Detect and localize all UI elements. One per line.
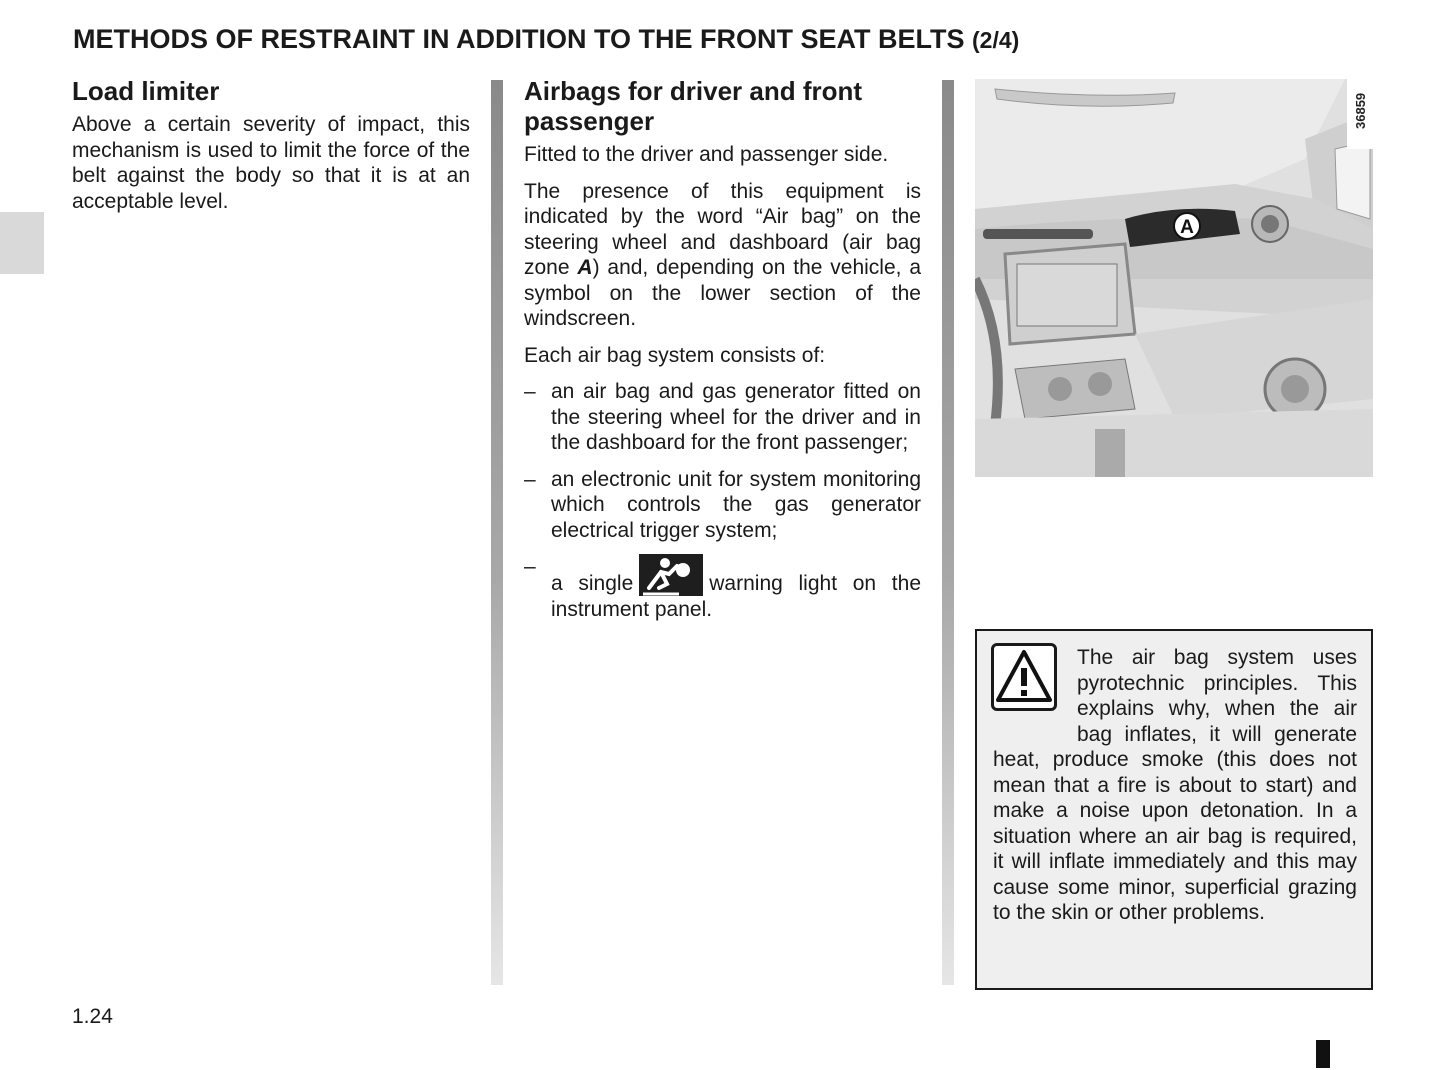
airbags-consists-text: Each air bag system consists of:	[524, 343, 826, 367]
load-limiter-heading: Load limiter	[72, 76, 220, 106]
load-limiter-section	[72, 76, 470, 214]
list-item-text: a single	[551, 572, 634, 595]
airbag-components-list	[524, 379, 921, 622]
presence-text-b: ) and, depending on the vehicle, a symbol on the lower section of the windscreen.	[524, 256, 922, 330]
presence-text-a: The presence of this equipment is indicated by the word “Air bag” on the steering wheel and dashboard (air bag zone	[524, 179, 921, 279]
airbags-fitted-text: Fitted to the driver and passenger side.	[524, 143, 889, 166]
page-number: 1.24	[72, 1005, 113, 1028]
zone-a-label: A	[1180, 217, 1194, 238]
title-text: METHODS OF RESTRAINT IN ADDITION TO THE FRONT SEAT BELTS	[73, 24, 965, 54]
warning-triangle-icon	[991, 643, 1057, 711]
list-dash: –	[524, 380, 536, 403]
list-dash: –	[524, 555, 536, 578]
warning-box	[975, 629, 1373, 990]
airbag-warning-light-icon	[639, 554, 703, 596]
warning-text: The air bag system uses pyrotechnic principles. This explains why, when the air bag inflates, it will generate heat, produce smoke (this does not mean that a fire is about to start) and make a noise upon detonation. In a situation where an air bag is required, it will inflate immediately and this may cause some minor, superficial grazing to the skin or other problems.	[993, 646, 1357, 924]
list-item	[524, 554, 921, 622]
list-item-text: warning light on the instrument panel.	[551, 572, 921, 621]
section-end-mark	[1316, 1040, 1330, 1068]
airbags-section	[524, 76, 921, 633]
list-item-text: an electronic unit for system monitoring which controls the gas generator electrical trigger system;	[551, 467, 921, 542]
load-limiter-body: Above a certain severity of impact, this mechanism is used to limit the force of the belt against the body so that it is at an acceptable level.	[72, 113, 470, 213]
column-divider-left	[491, 80, 503, 985]
page-title	[73, 24, 1373, 55]
airbags-presence-text	[524, 179, 921, 332]
airbags-heading: Airbags for driver and front passenger	[524, 76, 863, 136]
section-tab	[0, 212, 44, 274]
dashboard-illustration	[975, 79, 1373, 477]
figure-ref-number: 36859	[1353, 92, 1368, 129]
list-item	[524, 467, 921, 544]
zone-ref: A	[577, 256, 593, 279]
title-part: (2/4)	[972, 27, 1020, 53]
list-dash: –	[524, 467, 536, 491]
list-item-text: an air bag and gas generator fitted on the steering wheel for the driver and in the dashboard for the front passenger;	[551, 380, 921, 454]
list-item	[524, 379, 921, 456]
column-divider-right	[942, 80, 954, 985]
